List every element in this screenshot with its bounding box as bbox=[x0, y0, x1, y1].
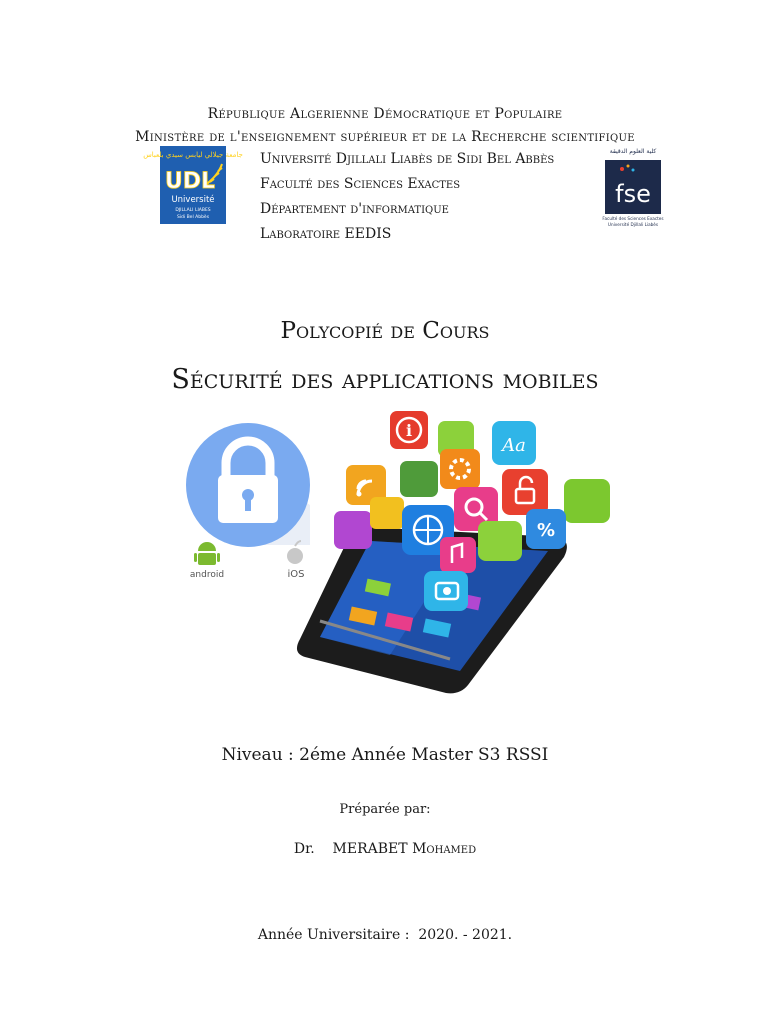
document-type: Polycopié de Cours bbox=[280, 318, 490, 344]
author-line bbox=[0, 841, 770, 857]
info-icon: i bbox=[405, 421, 413, 440]
udl-line1: Université bbox=[171, 195, 215, 205]
laboratory-name: Laboratoire EEDIS bbox=[260, 226, 392, 242]
ios-label: iOS bbox=[287, 569, 305, 580]
author-name: MERABET bbox=[332, 841, 408, 857]
academic-year: Année Universitaire : 2020. - 2021. bbox=[257, 927, 513, 943]
percent-icon: % bbox=[536, 520, 556, 541]
department-name: Département d'informatique bbox=[260, 201, 449, 217]
university-name: Université Djillali Liabès de Sidi Bel Abbès bbox=[260, 151, 555, 167]
android-icon bbox=[194, 542, 220, 565]
fse-logo bbox=[600, 146, 666, 228]
cover-illustration bbox=[160, 405, 620, 700]
fse-arabic: كلية العلوم الدقيقة bbox=[609, 148, 657, 155]
author-title: Dr. bbox=[293, 841, 315, 857]
ministry-heading: Ministère de l'enseignement supérieur et de la Recherche scientifique bbox=[135, 129, 635, 145]
author-firstname: Mohamed bbox=[412, 841, 477, 857]
udl-line3: Sidi Bel Abbès bbox=[176, 215, 210, 220]
fse-letters: fse bbox=[615, 180, 651, 208]
android-label: android bbox=[189, 570, 225, 580]
udl-logo bbox=[143, 146, 243, 224]
font-icon: Aa bbox=[502, 435, 526, 456]
document-subject: Sécurité des applications mobiles bbox=[171, 364, 599, 395]
level-line: Niveau : 2éme Année Master S3 RSSI bbox=[221, 745, 549, 765]
udl-line2: DJILLALI LIABES bbox=[175, 208, 211, 213]
lock-icon bbox=[186, 423, 310, 547]
republic-heading: République Algerienne Démocratique et Populaire bbox=[207, 106, 563, 122]
fse-caption2: Université Djillali Liabès bbox=[607, 222, 659, 227]
prepared-by-label: Préparée par: bbox=[339, 802, 431, 817]
faculty-name: Faculté des Sciences Exactes bbox=[260, 176, 461, 192]
udl-arabic: جامعة جيلالي ليابس سيدي بلعباس bbox=[143, 151, 243, 159]
udl-letters: UDL bbox=[164, 169, 216, 194]
fse-caption1: Faculté des Sciences Exactes bbox=[602, 216, 664, 221]
